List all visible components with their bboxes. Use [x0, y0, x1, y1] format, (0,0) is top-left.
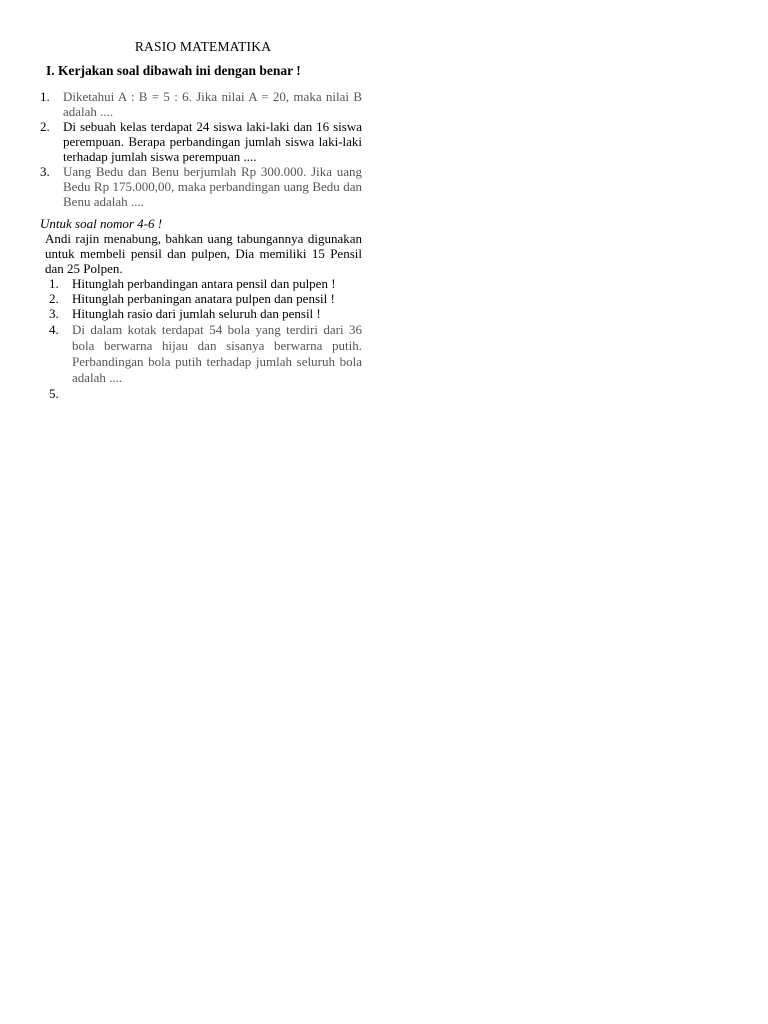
list-item [40, 119, 362, 164]
list-item [45, 322, 362, 386]
question-text: Di dalam kotak terdapat 54 bola yang terdiri dari 36 bola berwarna hijau dan sisanya berwarna putih. Perbandingan bola putih terhadap jumlah seluruh bola adalah .... [72, 322, 362, 385]
list-item [45, 291, 362, 306]
sub-question-list [45, 276, 362, 401]
question-text: Diketahui A : B = 5 : 6. Jika nilai A = 20, maka nilai B adalah .... [63, 89, 362, 119]
question-number: 4. [49, 322, 59, 337]
list-item [45, 306, 362, 321]
list-item [45, 276, 362, 291]
question-text: Hitunglah rasio dari jumlah seluruh dan pensil ! [72, 306, 321, 321]
question-number: 2. [40, 119, 50, 134]
question-text: Hitunglah perbandingan antara pensil dan pulpen ! [72, 276, 336, 291]
question-number: 1. [49, 276, 59, 291]
section-heading: I. Kerjakan soal dibawah ini dengan benar ! [46, 63, 301, 78]
story-paragraph: Andi rajin menabung, bahkan uang tabungannya digunakan untuk membeli pensil dan pulpen, Dia memiliki 15 Pensil dan 25 Polpen. [45, 231, 362, 276]
list-item [40, 164, 362, 209]
question-list [40, 89, 362, 209]
question-text: Hitunglah perbaningan anatara pulpen dan pensil ! [72, 291, 335, 306]
question-number: 3. [40, 164, 50, 179]
list-item [45, 386, 362, 401]
question-number: 2. [49, 291, 59, 306]
question-number: 5. [49, 386, 59, 401]
page-title: RASIO MATEMATIKA [134, 39, 272, 54]
question-number: 1. [40, 89, 50, 104]
question-text: Di sebuah kelas terdapat 24 siswa laki-laki dan 16 siswa perempuan. Berapa perbandingan jumlah siswa laki-laki terhadap jumlah siswa perempuan .... [63, 119, 362, 164]
question-text: Uang Bedu dan Benu berjumlah Rp 300.000. Jika uang Bedu Rp 175.000,00, maka perbandingan uang Bedu dan Benu adalah .... [63, 164, 362, 209]
list-item [40, 89, 362, 119]
instruction-note: Untuk soal nomor 4-6 ! [40, 216, 163, 231]
question-number: 3. [49, 306, 59, 321]
